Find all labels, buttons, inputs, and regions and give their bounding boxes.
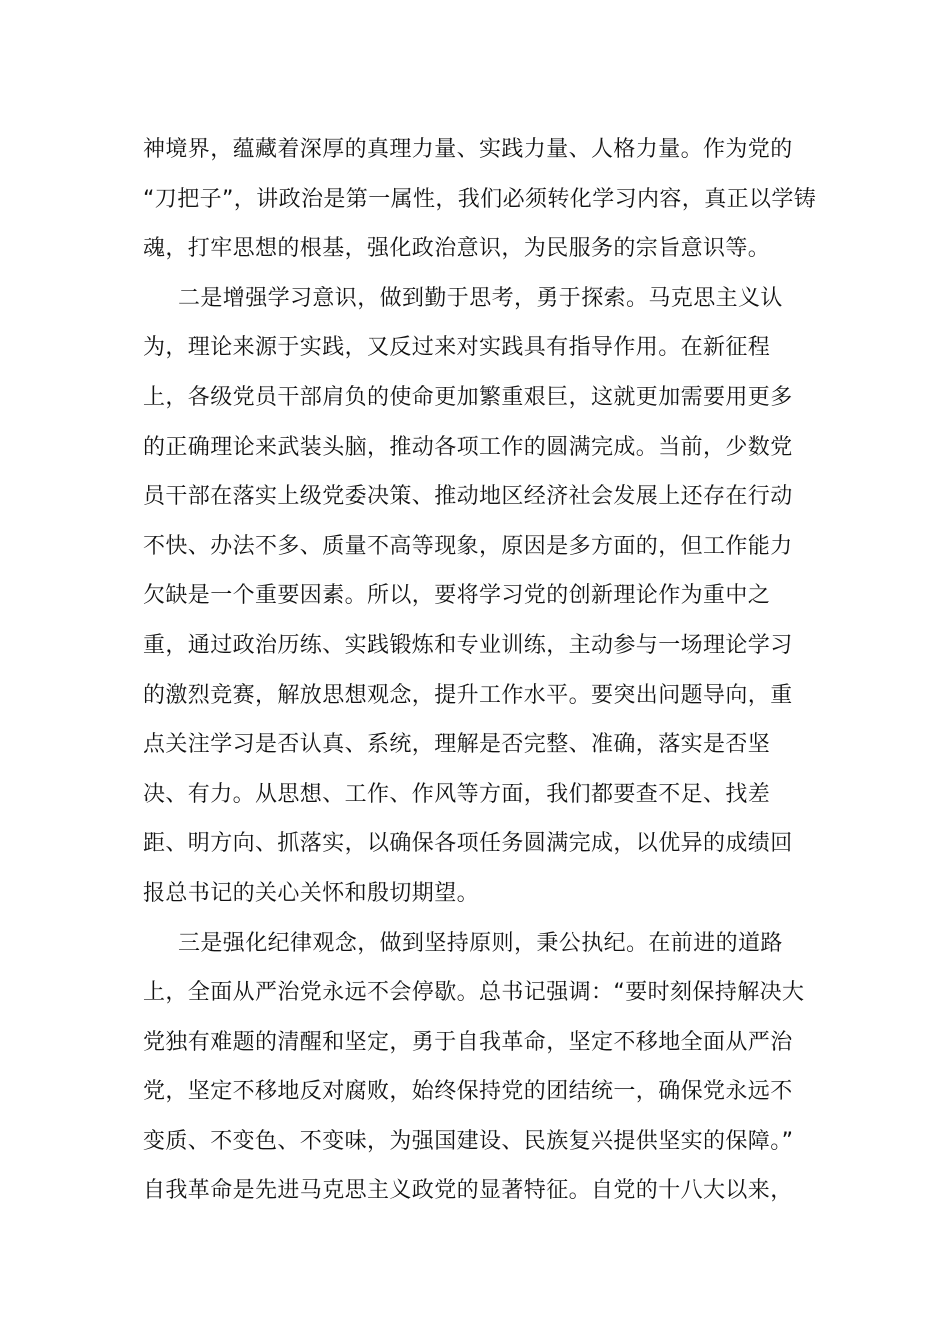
text-line: 为，理论来源于实践，又反过来对实践具有指导作用。在新征程 (143, 335, 771, 361)
text-line: 神境界，蕴藏着深厚的真理力量、实践力量、人格力量。作为党的 (143, 137, 793, 162)
paragraph-start-line: 三是强化纪律观念，做到坚持原则，秉公执纪。在前进的道路 (178, 930, 783, 956)
text-line: 党独有难题的清醒和坚定，勇于自我革命，坚定不移地全面从严治 (143, 1029, 793, 1055)
text-line: 不快、办法不多、质量不高等现象，原因是多方面的，但工作能力 (143, 533, 793, 559)
document-body (143, 125, 817, 1216)
text-line: 自我革命是先进马克思主义政党的显著特征。自党的十八大以来， (143, 1178, 793, 1204)
text-line: 上，全面从严治党永远不会停歇。总书记强调：“要时刻保持解决大 (143, 980, 805, 1006)
text-line: 的正确理论来武装头脑，推动各项工作的圆满完成。当前，少数党 (143, 434, 793, 460)
text-line: 变质、不变色、不变味，为强国建设、民族复兴提供坚实的保障。” (143, 1128, 794, 1154)
text-line: 党，坚定不移地反对腐败，始终保持党的团结统一，确保党永远不 (143, 1079, 793, 1105)
text-line: “刀把子”，讲政治是第一属性，我们必须转化学习内容，真正以学铸 (143, 186, 817, 212)
text-line: 的激烈竞赛，解放思想观念，提升工作水平。要突出问题导向，重 (143, 682, 793, 708)
text-line: 决、有力。从思想、工作、作风等方面，我们都要查不足、找差 (143, 781, 771, 807)
paragraph-start-line: 二是增强学习意识，做到勤于思考，勇于探索。马克思主义认 (178, 285, 783, 311)
text-line: 重，通过政治历练、实践锻炼和专业训练，主动参与一场理论学习 (143, 632, 793, 658)
text-line: 距、明方向、抓落实，以确保各项任务圆满完成，以优异的成绩回 (143, 831, 793, 857)
text-line: 员干部在落实上级党委决策、推动地区经济社会发展上还存在行动 (143, 484, 793, 510)
text-line: 报总书记的关心关怀和殷切期望。 (143, 880, 480, 906)
text-line: 上，各级党员干部肩负的使命更加繁重艰巨，这就更加需要用更多 (143, 384, 793, 410)
text-line: 魂，打牢思想的根基，强化政治意识，为民服务的宗旨意识等。 (143, 236, 771, 262)
text-line: 欠缺是一个重要因素。所以，要将学习党的创新理论作为重中之 (143, 583, 771, 609)
text-line: 点关注学习是否认真、系统，理解是否完整、准确，落实是否坚 (143, 732, 771, 758)
